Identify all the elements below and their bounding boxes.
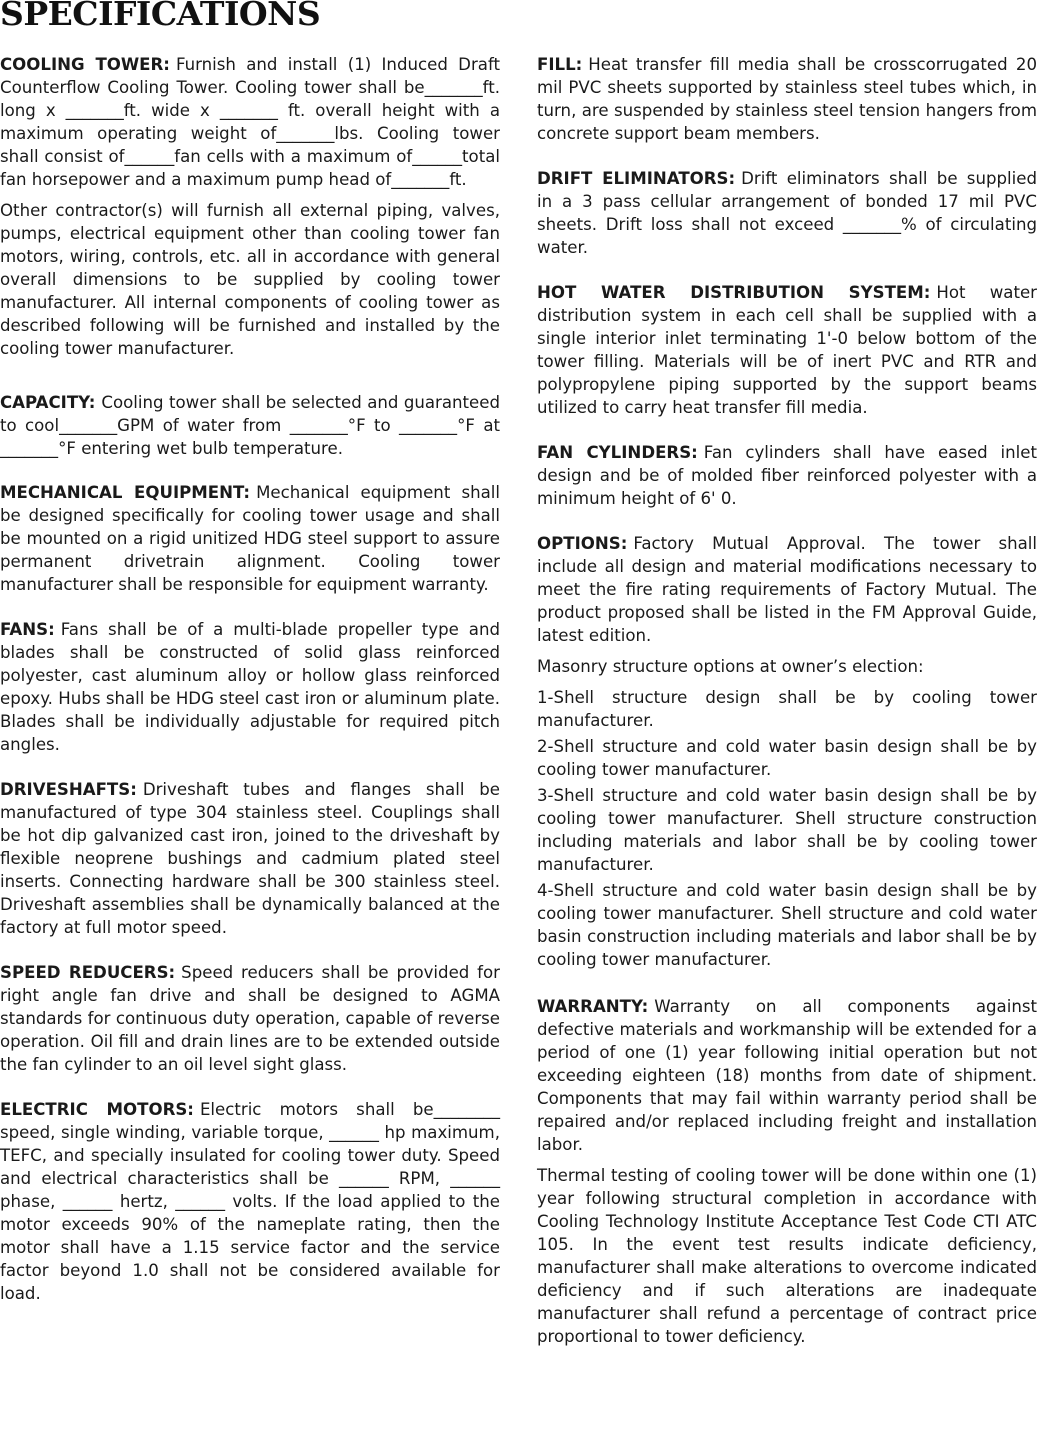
options-list-item-4: 4-Shell structure and cold water basin design shall be by cooling tower manufacturer. Shell structure and cold water basin construction including materials and labor shall be by cooling tower manufacturer. [537,881,1037,969]
capacity-heading: CAPACITY: [0,393,96,412]
speed-reducers-text: Speed reducers shall be provided for right angle fan drive and shall be designed to AGMA standards for continuous duty operation, capable of reverse operation. Oil fill and drain lines are to be extended outside the fan cylinder to an oil level sight glass. [0,963,500,1074]
capacity-paragraph [0,391,500,460]
fans-heading: FANS: [0,620,55,639]
fill-heading: FILL: [537,55,583,74]
left-column [0,53,500,1305]
drift-eliminators-heading: DRIFT ELIMINATORS: [537,169,736,188]
fan-cylinders-text: Fan cylinders shall have eased inlet design and be of molded fiber reinforced polyester with a minimum height of 6' 0. [537,443,1037,508]
electric-motors-paragraph [0,1098,500,1305]
section-options [537,532,1037,971]
hot-water-paragraph [537,281,1037,419]
section-cooling-tower [0,53,500,360]
cooling-tower-text-1: Furnish and install (1) Induced Draft Counterflow Cooling Tower. Cooling tower shall be_______ft. long x _______ft. wide x _______ ft. overall height with a maximum operating weight of_______lbs. Cooling tower shall consist of______fan cells with a maximum of______total fan horsepower and a maximum pump head of_______ft. [0,55,500,189]
hot-water-heading: HOT WATER DISTRIBUTION SYSTEM: [537,283,931,302]
speed-reducers-paragraph [0,961,500,1076]
options-list-item-1: 1-Shell structure design shall be by cooling tower manufacturer. [537,688,1037,730]
driveshafts-paragraph [0,778,500,939]
options-paragraph-2: Masonry structure options at owner’s election: [537,657,924,676]
section-mechanical-equipment [0,481,500,596]
section-hot-water-distribution [537,281,1037,419]
mechanical-equipment-paragraph [0,481,500,596]
options-text-1: Factory Mutual Approval. The tower shall include all design and material modifications necessary to meet the fire rating requirements of Factory Mutual. The product proposed shall be listed in the FM Approval Guide, latest edition. [537,534,1037,645]
options-list-item-2: 2-Shell structure and cold water basin design shall be by cooling tower manufacturer. [537,737,1037,779]
fans-paragraph [0,618,500,756]
cooling-tower-heading: COOLING TOWER: [0,55,170,74]
driveshafts-heading: DRIVESHAFTS: [0,780,137,799]
fan-cylinders-paragraph [537,441,1037,510]
section-warranty [537,995,1037,1348]
fan-cylinders-heading: FAN CYLINDERS: [537,443,698,462]
drift-eliminators-text: Drift eliminators shall be supplied in a 3 pass cellular arrangement of bonded 17 mil PVC sheets. Drift loss shall not exceed _______% of circulating water. [537,169,1037,257]
right-column [537,53,1037,1348]
section-speed-reducers [0,961,500,1076]
hot-water-text: Hot water distribution system in each cell shall be supplied with a single interior inlet terminating 1'-0 below bottom of the tower filling. Materials will be of inert PVC and RTR and polypropylene piping supported by the support beams utilized to carry heat transfer fill media. [537,283,1037,417]
warranty-heading: WARRANTY: [537,997,649,1016]
cooling-tower-paragraph-2: Other contractor(s) will furnish all external piping, valves, pumps, electrical equipment other than cooling tower fan motors, wiring, controls, etc. all in accordance with general overall dimensions to be supplied by cooling tower manufacturer. All internal components of cooling tower as described following will be furnished and installed by the cooling tower manufacturer. [0,201,500,358]
driveshafts-text: Driveshaft tubes and flanges shall be manufactured of type 304 stainless steel. Couplings shall be hot dip galvanized cast iron, joined to the driveshaft by flexible neoprene bushings and cadmium plated steel inserts. Connecting hardware shall be 300 stainless steel. Driveshaft assemblies shall be dynamically balanced at the factory at full motor speed. [0,780,500,937]
options-heading: OPTIONS: [537,534,628,553]
warranty-text-1: Warranty on all components against defective materials and workmanship will be extended for a period of one (1) year following initial operation but not exceeding eighteen (18) months from date of shipment. Components that may fail within warranty period shall be repaired and/or replaced including freight and installation labor. [537,997,1037,1154]
speed-reducers-heading: SPEED REDUCERS: [0,963,176,982]
section-fill [537,53,1037,145]
section-drift-eliminators [537,167,1037,259]
electric-motors-text: Electric motors shall be________ speed, single winding, variable torque, ______ hp maximum, TEFC, and specially insulated for cooling tower duty. Speed and electrical characteristics shall be ______ RPM, ______ phase, ______ hertz, ______ volts. If the load applied to the motor exceeds 90% of the nameplate rating, then the motor shall have a 1.15 service factor and the service factor beyond 1.0 shall not be considered available for load. [0,1100,500,1303]
options-paragraph-1 [537,532,1037,647]
electric-motors-heading: ELECTRIC MOTORS: [0,1100,194,1119]
fans-text: Fans shall be of a multi-blade propeller type and blades shall be constructed of solid glass reinforced polyester, cast aluminum alloy or hollow glass reinforced epoxy. Hubs shall be HDG steel cast iron or aluminum plate. Blades shall be individually adjustable for required pitch angles. [0,620,500,754]
section-driveshafts [0,778,500,939]
fill-text: Heat transfer fill media shall be crosscorrugated 20 mil PVC sheets supported by stainless steel tubes which, in turn, are suspended by stainless steel tension hangers from concrete support beam members. [537,55,1037,143]
warranty-paragraph-2: Thermal testing of cooling tower will be done within one (1) year following structural completion in accordance with Cooling Technology Institute Acceptance Test Code CTI ATC 105. In the event test results indicate deficiency, manufacturer shall make alterations to overcome indicated deficiency and if such alterations are inadequate manufacturer shall refund a percentage of contract price proportional to tower deficiency. [537,1166,1037,1346]
warranty-paragraph-1 [537,995,1037,1156]
options-list-item-3: 3-Shell structure and cold water basin design shall be by cooling tower manufacturer. Shell structure construction including materials and labor shall be by cooling tower manufacturer. [537,786,1037,874]
capacity-text: Cooling tower shall be selected and guaranteed to cool_______GPM of water from _______°F to _______°F at _______°F entering wet bulb temperature. [0,393,500,458]
drift-eliminators-paragraph [537,167,1037,259]
mechanical-equipment-heading: MECHANICAL EQUIPMENT: [0,483,251,502]
section-fans [0,618,500,756]
section-fan-cylinders [537,441,1037,510]
page-title: SPECIFICATIONS [0,0,321,33]
mechanical-equipment-text: Mechanical equipment shall be designed specifically for cooling tower usage and shall be mounted on a rigid unitized HDG steel support to assure permanent drivetrain alignment. Cooling tower manufacturer shall be responsible for equipment warranty. [0,483,500,594]
section-capacity [0,391,500,460]
section-electric-motors [0,1098,500,1305]
cooling-tower-paragraph-1 [0,53,500,191]
fill-paragraph [537,53,1037,145]
